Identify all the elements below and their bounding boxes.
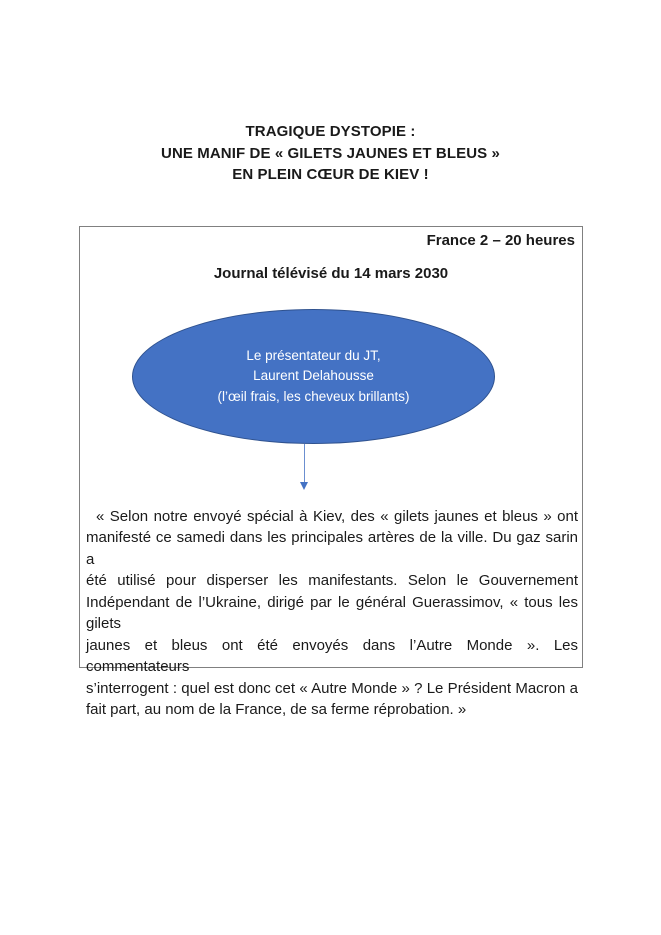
paragraph-line: fait part, au nom de la France, de sa ferme réprobation. » bbox=[86, 701, 467, 719]
paragraph-line: jaunes et bleus ont été envoyés dans l’Autre Monde ». Les commentateurs bbox=[86, 636, 578, 676]
presenter-ellipse bbox=[132, 309, 495, 444]
broadcast-heading: Journal télévisé du 14 mars 2030 bbox=[213, 265, 449, 282]
title-line: EN PLEIN CŒUR DE KIEV ! bbox=[232, 166, 429, 183]
down-arrow-line bbox=[304, 444, 305, 483]
tv-report-frame bbox=[79, 226, 583, 719]
down-arrow-head bbox=[300, 482, 308, 490]
presenter-ellipse-text bbox=[217, 346, 409, 408]
paragraph-line: s’interrogent : quel est donc cet « Autre Monde » ? Le Président Macron a bbox=[86, 679, 578, 697]
paragraph-line: Indépendant de l’Ukraine, dirigé par le général Guerassimov, « tous les gilets bbox=[86, 593, 578, 633]
title-line: TRAGIQUE DYSTOPIE : bbox=[245, 123, 416, 140]
document-title bbox=[0, 121, 661, 186]
presenter-ellipse-line: Le présentateur du JT, bbox=[246, 347, 381, 363]
title-line: UNE MANIF DE « GILETS JAUNES ET BLEUS » bbox=[161, 144, 500, 162]
presenter-ellipse-line: (l’œil frais, les cheveux brillants) bbox=[217, 388, 410, 404]
presenter-ellipse-line: Laurent Delahousse bbox=[253, 368, 374, 384]
paragraph-line: manifesté ce samedi dans les principales artères de la ville. Du gaz sarin a bbox=[86, 529, 578, 568]
report-paragraph bbox=[86, 506, 578, 721]
paragraph-line: été utilisé pour disperser les manifestants. Selon le Gouvernement bbox=[86, 572, 578, 590]
paragraph-line: « Selon notre envoyé spécial à Kiev, des « gilets jaunes et bleus » ont bbox=[96, 508, 578, 525]
channel-label: France 2 – 20 heures bbox=[426, 232, 575, 249]
